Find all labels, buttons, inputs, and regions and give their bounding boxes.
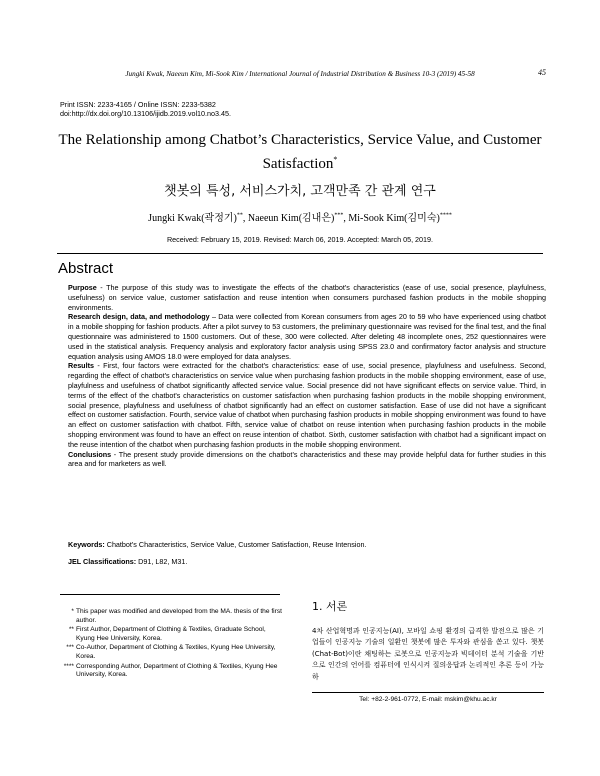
- conclusions-label: Conclusions: [68, 449, 112, 459]
- footnote: [60, 663, 285, 680]
- jel-classifications: [68, 557, 546, 566]
- author-2-mark: ***: [334, 212, 344, 219]
- keywords: [68, 540, 546, 549]
- footnote-mark: *: [71, 608, 74, 615]
- page-number: 45: [538, 68, 546, 77]
- introduction-paragraph: 4차 산업혁명과 인공지능(AI), 모바일 쇼핑 환경의 급격한 발전으로 많은 기업들이 인공지능 기술의 일환인 챗봇에 많은 투자와 관심을 쏟고 있다. 챗봇(Chat-Bot)이란 채팅하는 로봇으로 인공지능과 빅데이터 분석 기술을 기반으로 인간의 언어를 컴퓨터에 인식시켜 질의응답과 논리적인 추론 등이 가능하: [312, 627, 544, 681]
- korean-title: 챗봇의 특성, 서비스가치, 고객만족 간 관계 연구: [164, 184, 436, 199]
- footnote-mark: **: [68, 626, 74, 634]
- issn-block: [60, 100, 231, 118]
- footnote: [60, 626, 285, 643]
- footnotes: [60, 608, 285, 681]
- author-3-mark: ****: [439, 212, 452, 219]
- author-1: Jungki Kwak(곽정기): [148, 213, 237, 224]
- author-list: Jungki Kwak(곽정기)**, Naeeun Kim(김내은)***, Mi-Sook Kim(김미숙)****: [148, 212, 452, 224]
- paper-title-text: The Relationship among Chatbot’s Characteristics, Service Value, and Customer Satisfaction: [58, 132, 542, 172]
- footnote-mark: ****: [63, 662, 74, 670]
- abstract-conclusions: [68, 450, 546, 470]
- results-text: - First, four factors were extracted for the chatbot's characteristics: ease of use, social presence, playfulness and usefulness. Second, regarding the effect of chatbot's characteristics on service value when purchasing fashion products in the mobile shopping environment, ease of use, playfulness and usefulness of chatbot significantly affected service value. Social presence did not have significant effects on service value. Third, in terms of the effect of the chatbot's characteristics on customer satisfaction when purchasing fashion products in the mobile shopping environment, social presence, playfulness and usefulness of chatbot significantly had an effect on customer satisfaction. Ease of use did not have a significant effect on customer satisfaction. Fourth, service value of chatbot when purchasing fashion products in mobile shopping environment was found to have an effect on customer satisfaction with chatbot. Fifth, service value of chatbot on reuse intention when purchasing fashion products in the mobile shopping environment was found to have an effect on reuse intention of chatbot. Sixth, customer satisfaction with chatbot had a significant impact on the reuse intention of the chatbot when purchasing fashion products in the mobile shopping environment.: [68, 361, 546, 449]
- footnote-divider: [60, 594, 280, 595]
- author-1-mark: **: [236, 212, 243, 219]
- running-head: Jungki Kwak, Naeeun Kim, Mi-Sook Kim / International Journal of Industrial Distribution & Business 10-3 (2019) 45-58: [125, 70, 475, 78]
- title-footnote-mark: *: [333, 155, 338, 164]
- abstract-results: [68, 361, 546, 449]
- abstract-design: [68, 312, 546, 361]
- keywords-text: Chatbot's Characteristics, Service Value, Customer Satisfaction, Reuse Intension.: [104, 540, 367, 549]
- paper-title: [40, 130, 560, 174]
- doi-line: doi:http://dx.doi.org/10.13106/ijidb.2019.vol10.no3.45.: [60, 109, 232, 118]
- footnote-text: This paper was modified and developed from the MA. thesis of the first author.: [76, 608, 282, 624]
- jel-text: D91, L82, M31.: [136, 557, 188, 566]
- footnote-text: First Author, Department of Clothing & Textiles, Graduate School, Kyung Hee University, Korea.: [76, 626, 266, 642]
- purpose-text: - The purpose of this study was to investigate the effects of the chatbot's characteristics (ease of use, social presence, playfulness, usefulness) on service value, customer satisfaction and reuse intention when consumers purchased fashion products in the mobile shopping environments.: [68, 283, 546, 312]
- footnote-text: Co-Author, Department of Clothing & Textiles, Kyung Hee University, Korea.: [76, 644, 276, 660]
- footnote-mark: ***: [66, 644, 74, 652]
- section-heading: 1. 서론: [312, 600, 348, 613]
- author-3: Mi-Sook Kim(김미숙): [348, 213, 440, 224]
- footnote: [60, 644, 285, 661]
- design-label: Research design, data, and methodology: [68, 312, 210, 322]
- abstract-purpose: [68, 283, 546, 312]
- issn-line: Print ISSN: 2233-4165 / Online ISSN: 2233-5382: [60, 100, 216, 109]
- footnote-text: Corresponding Author, Department of Clothing & Textiles, Kyung Hee University, Korea.: [76, 662, 278, 679]
- contact-info: Tel: +82-2-961-0772, E-mail: mskim@khu.ac.kr: [359, 696, 497, 703]
- conclusions-text: - The present study provide dimensions on the chatbot’s characteristics and these may provide helpful data for further studies in this area and for marketers as well.: [68, 449, 546, 469]
- author-2: Naeeun Kim(김내은): [247, 213, 335, 224]
- design-text: – Data were collected from Korean consumers from ages 20 to 59 who have experienced using chatbot in a mobile shopping for fashion products. After a pilot survey to 53 customers, the preliminary questionnaire was revised for the final test, and the final questionnaire was administered to 1500 customers. Out of these, 300 were collected. After deleting 48 incomplete ones, 252 questionnaires were used in the statistical analysis. Frequency analysis and exploratory factor analysis using SPSS 23.0 and confirmatory factor analysis and structure equation analysis using AMOS 18.0 were employed for data analyses.: [68, 312, 546, 361]
- received-dates: Received: February 15, 2019. Revised: March 06, 2019. Accepted: March 05, 2019.: [166, 235, 434, 244]
- contact-divider: [312, 692, 544, 693]
- purpose-label: Purpose: [68, 283, 97, 292]
- jel-label: JEL Classifications:: [68, 557, 137, 566]
- abstract-heading: Abstract: [58, 260, 114, 277]
- results-label: Results: [68, 361, 94, 371]
- footnote: [60, 608, 285, 625]
- header-divider: [57, 253, 543, 254]
- keywords-label: Keywords:: [68, 540, 105, 549]
- abstract-body: [68, 283, 546, 469]
